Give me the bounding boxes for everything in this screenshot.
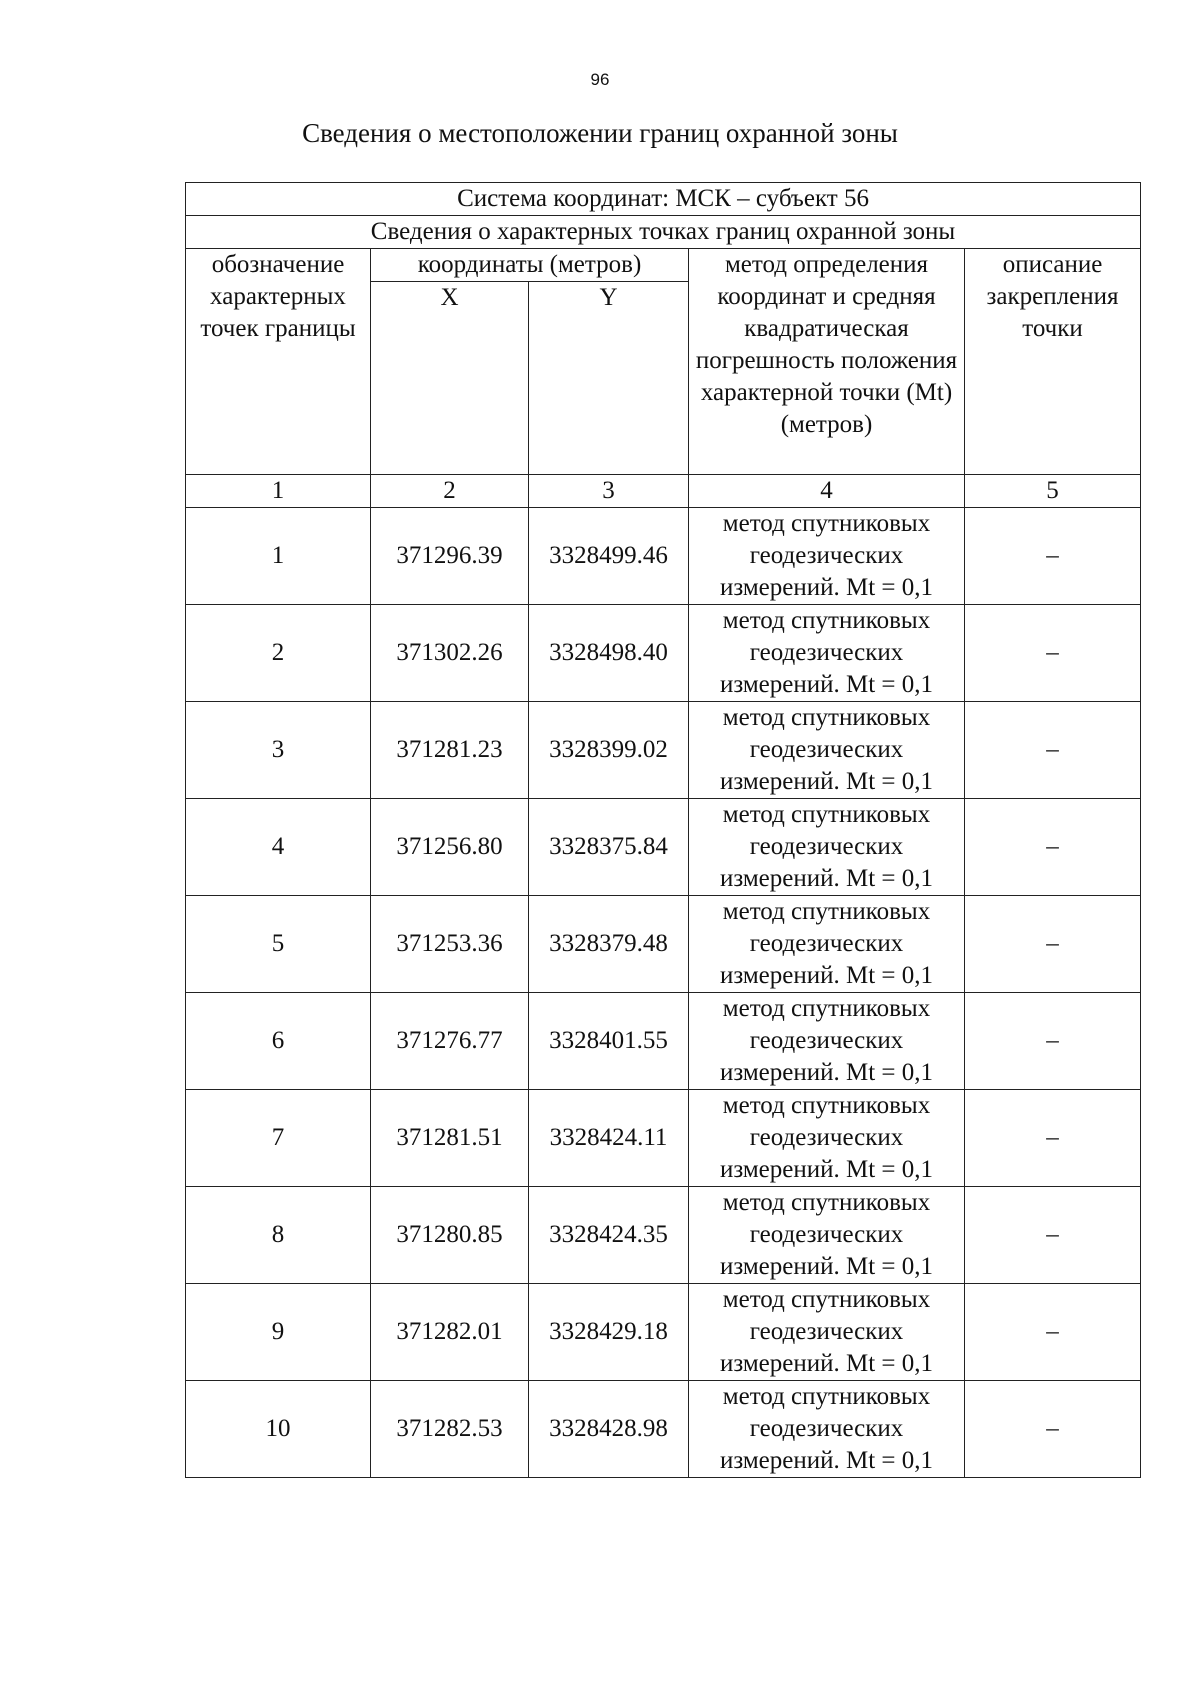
- point-number: 2: [186, 605, 371, 702]
- x-coordinate: 371282.53: [371, 1381, 529, 1478]
- y-coordinate: 3328499.46: [529, 508, 689, 605]
- column-header-row: [186, 249, 1141, 282]
- header-coordinates: координаты (метров): [371, 249, 689, 282]
- y-coordinate: 3328498.40: [529, 605, 689, 702]
- column-number: 3: [529, 475, 689, 508]
- description-cell: –: [965, 508, 1141, 605]
- x-coordinate: 371280.85: [371, 1187, 529, 1284]
- header-x: X: [371, 282, 529, 475]
- method-cell: метод спутниковых геодезических измерений. Mt = 0,1: [689, 1381, 965, 1478]
- y-coordinate: 3328375.84: [529, 799, 689, 896]
- description-cell: –: [965, 702, 1141, 799]
- x-coordinate: 371253.36: [371, 896, 529, 993]
- coord-system-cell: Система координат: МСК – субъект 56: [186, 183, 1141, 216]
- x-coordinate: 371296.39: [371, 508, 529, 605]
- method-cell: метод спутниковых геодезических измерений. Mt = 0,1: [689, 1187, 965, 1284]
- method-cell: метод спутниковых геодезических измерений. Mt = 0,1: [689, 605, 965, 702]
- table-row: [186, 605, 1141, 702]
- method-cell: метод спутниковых геодезических измерений. Mt = 0,1: [689, 896, 965, 993]
- description-cell: –: [965, 1090, 1141, 1187]
- method-cell: метод спутниковых геодезических измерений. Mt = 0,1: [689, 1284, 965, 1381]
- x-coordinate: 371302.26: [371, 605, 529, 702]
- point-number: 10: [186, 1381, 371, 1478]
- table-row: [186, 1090, 1141, 1187]
- description-cell: –: [965, 1187, 1141, 1284]
- description-cell: –: [965, 605, 1141, 702]
- boundary-points-table: [185, 182, 1141, 1478]
- y-coordinate: 3328399.02: [529, 702, 689, 799]
- table-row: [186, 896, 1141, 993]
- point-number: 4: [186, 799, 371, 896]
- table-row: [186, 1284, 1141, 1381]
- point-number: 8: [186, 1187, 371, 1284]
- x-coordinate: 371282.01: [371, 1284, 529, 1381]
- x-coordinate: 371281.23: [371, 702, 529, 799]
- column-number: 1: [186, 475, 371, 508]
- description-cell: –: [965, 799, 1141, 896]
- y-coordinate: 3328429.18: [529, 1284, 689, 1381]
- header-description: описание закрепления точки: [965, 249, 1141, 475]
- column-number: 2: [371, 475, 529, 508]
- y-coordinate: 3328379.48: [529, 896, 689, 993]
- boundary-points-table-wrapper: [185, 182, 1140, 1478]
- description-cell: –: [965, 1284, 1141, 1381]
- page-number: 96: [590, 70, 610, 89]
- header-point-designation: обозначение характерных точек границы: [186, 249, 371, 475]
- column-number-row: [186, 475, 1141, 508]
- method-cell: метод спутниковых геодезических измерений. Mt = 0,1: [689, 993, 965, 1090]
- y-coordinate: 3328401.55: [529, 993, 689, 1090]
- method-cell: метод спутниковых геодезических измерений. Mt = 0,1: [689, 799, 965, 896]
- document-title: Сведения о местоположении границ охранной зоны: [302, 118, 898, 148]
- table-row: [186, 508, 1141, 605]
- table-row: [186, 799, 1141, 896]
- table-row: [186, 702, 1141, 799]
- section-title-row: [186, 216, 1141, 249]
- table-row: [186, 1187, 1141, 1284]
- description-cell: –: [965, 993, 1141, 1090]
- point-number: 7: [186, 1090, 371, 1187]
- description-cell: –: [965, 1381, 1141, 1478]
- table-row: [186, 1381, 1141, 1478]
- header-y: Y: [529, 282, 689, 475]
- y-coordinate: 3328424.11: [529, 1090, 689, 1187]
- method-cell: метод спутниковых геодезических измерений. Mt = 0,1: [689, 1090, 965, 1187]
- point-number: 6: [186, 993, 371, 1090]
- coord-system-row: [186, 183, 1141, 216]
- header-method: метод определения координат и средняя квадратическая погрешность положения характерной точки (Mt) (метров): [689, 249, 965, 475]
- method-cell: метод спутниковых геодезических измерений. Mt = 0,1: [689, 508, 965, 605]
- column-number: 4: [689, 475, 965, 508]
- description-cell: –: [965, 896, 1141, 993]
- point-number: 3: [186, 702, 371, 799]
- method-cell: метод спутниковых геодезических измерений. Mt = 0,1: [689, 702, 965, 799]
- section-title-cell: Сведения о характерных точках границ охранной зоны: [186, 216, 1141, 249]
- point-number: 1: [186, 508, 371, 605]
- x-coordinate: 371281.51: [371, 1090, 529, 1187]
- y-coordinate: 3328428.98: [529, 1381, 689, 1478]
- x-coordinate: 371276.77: [371, 993, 529, 1090]
- point-number: 5: [186, 896, 371, 993]
- y-coordinate: 3328424.35: [529, 1187, 689, 1284]
- table-row: [186, 993, 1141, 1090]
- x-coordinate: 371256.80: [371, 799, 529, 896]
- point-number: 9: [186, 1284, 371, 1381]
- column-number: 5: [965, 475, 1141, 508]
